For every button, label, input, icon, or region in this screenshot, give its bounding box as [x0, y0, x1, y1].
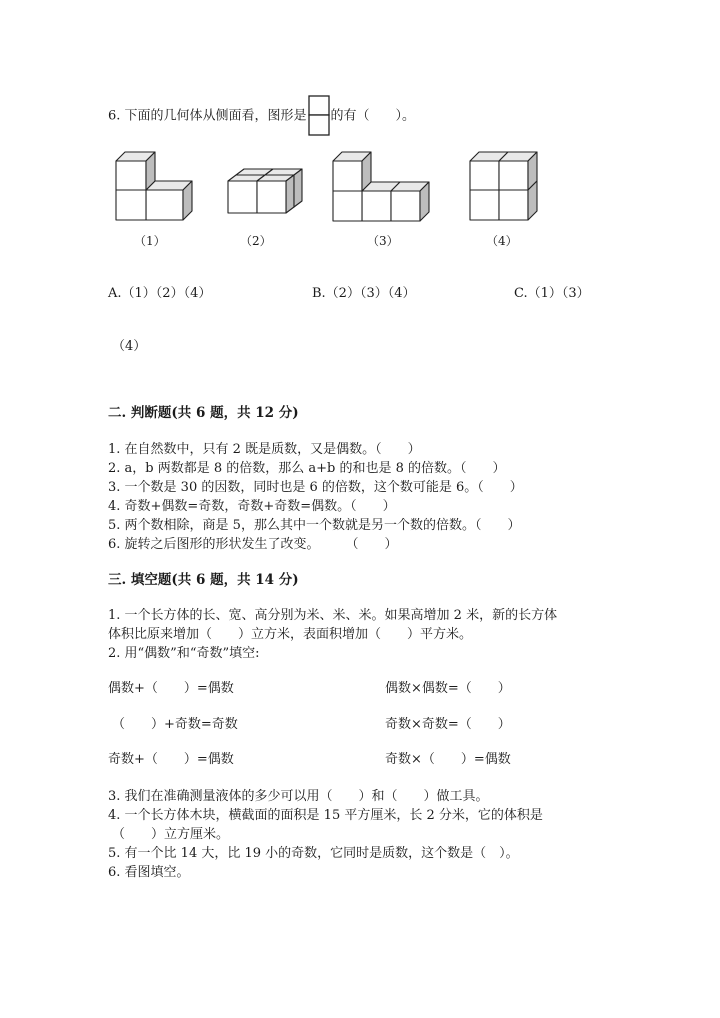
- judgement-item-5: 5. 两个数相除，商是 5，那么其中一个数就是另一个数的倍数。（ ）: [108, 518, 521, 533]
- parity-row-3-left: 奇数+（ ）=偶数: [108, 752, 234, 767]
- option-c-continued: （4）: [112, 339, 147, 354]
- figure-label-2: （2）: [240, 234, 272, 248]
- option-a[interactable]: A.（1）（2）（4）: [108, 286, 212, 301]
- judgement-item-4: 4. 奇数+偶数=奇数，奇数+奇数=偶数。（ ）: [108, 499, 396, 514]
- cube-figure-3: [330, 150, 440, 225]
- fill-item-4-line-1: 4. 一个长方体木块，横截面的面积是 15 平方厘米，长 2 分米，它的体积是: [108, 808, 543, 823]
- parity-row-2-left: （ ）+奇数=奇数: [112, 717, 238, 732]
- fill-item-2-intro: 2. 用“偶数”和“奇数”填空:: [108, 646, 260, 661]
- parity-row-1-left: 偶数+（ ）=偶数: [108, 681, 234, 696]
- parity-row-3-right: 奇数×（ ）=偶数: [385, 752, 511, 767]
- parity-row-2-right: 奇数×奇数=（ ）: [385, 717, 511, 732]
- fill-item-5: 5. 有一个比 14 大，比 19 小的奇数，它同时是质数，这个数是（ ）。: [108, 846, 519, 861]
- fill-item-6: 6. 看图填空。: [108, 865, 190, 880]
- parity-row-1-right: 偶数×偶数=（ ）: [385, 681, 511, 696]
- judgement-item-3: 3. 一个数是 30 的因数，同时也是 6 的倍数，这个数可能是 6。（ ）: [108, 480, 523, 495]
- fill-item-3: 3. 我们在准确测量液体的多少可以用（ ）和（ ）做工具。: [108, 789, 489, 804]
- figure-label-3: （3）: [367, 234, 399, 248]
- option-c[interactable]: C.（1）（3）: [514, 286, 590, 301]
- cube-figure-2: [218, 150, 308, 225]
- fill-item-1-line-2: 体积比原来增加（ ）立方米，表面积增加（ ）平方米。: [108, 627, 473, 642]
- judgement-item-2: 2. a，b 两数都是 8 的倍数，那么 a+b 的和也是 8 的倍数。（ ）: [108, 461, 506, 476]
- fill-item-1-line-1: 1. 一个长方体的长、宽、高分别为米、米、米。如果高增加 2 米，新的长方体: [108, 608, 558, 623]
- fill-item-4-line-2: （ ）立方厘米。: [112, 827, 230, 842]
- cube-figure-1: [110, 150, 190, 225]
- question-6-text-after: 的有（ ）。: [330, 108, 416, 124]
- side-view-figure-icon: [308, 95, 330, 137]
- figure-label-4: （4）: [486, 234, 518, 248]
- judgement-item-6: 6. 旋转之后图形的形状发生了改变。 （ ）: [108, 537, 398, 552]
- question-6-text-before: 6. 下面的几何体从侧面看，图形是: [108, 108, 307, 124]
- cube-figure-4: [465, 150, 545, 225]
- figure-label-1: （1）: [134, 234, 166, 248]
- question-6-stem: [108, 95, 415, 137]
- judgement-item-1: 1. 在自然数中，只有 2 既是质数，又是偶数。（ ）: [108, 442, 421, 457]
- section-3-title: 三. 填空题(共 6 题，共 14 分): [108, 572, 299, 588]
- option-b[interactable]: B.（2）（3）（4）: [312, 286, 416, 301]
- section-2-title: 二. 判断题(共 6 题，共 12 分): [108, 405, 299, 421]
